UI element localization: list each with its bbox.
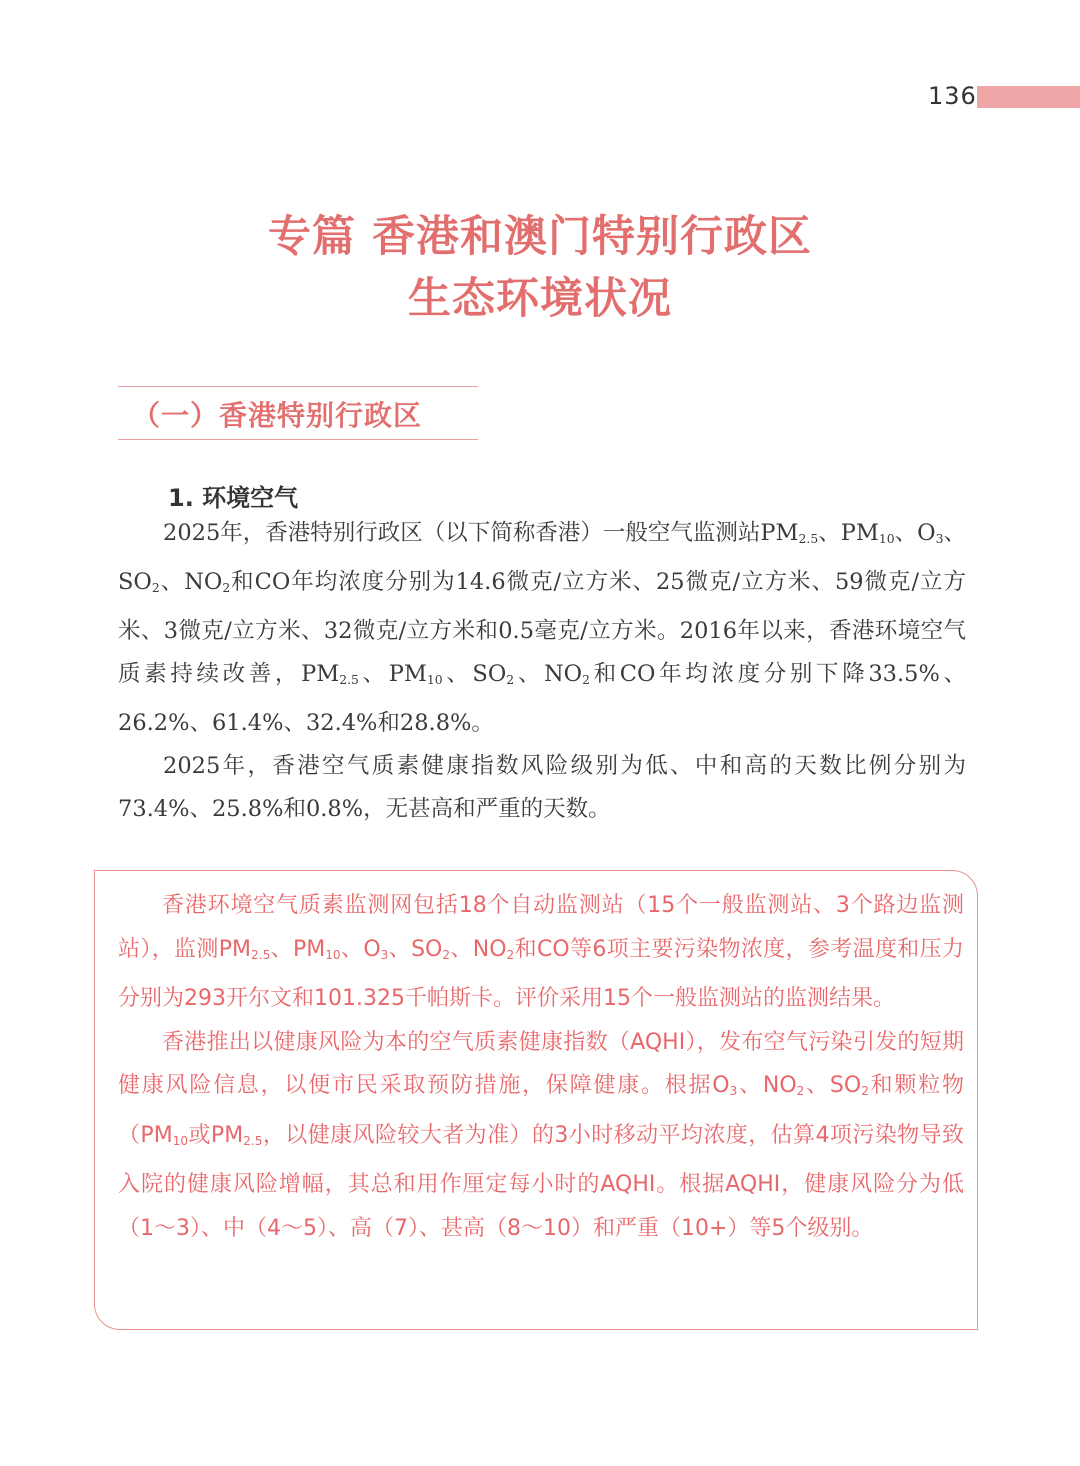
info-box-paragraph-1 <box>118 884 964 1021</box>
subscript: 3 <box>380 947 389 962</box>
text-run: ，以健康风险较大者为准）的3小时移动平均浓度，估算4项污染物导致入院的健康风险增幅，其总和用作厘定每小时的AQHI。根据AQHI，健康风险分为低（1～3）、中（4～5）、高（7）、甚高（8～10）和严重（10+）等5个级别。 <box>118 1122 965 1241</box>
text-run: 2025年，香港特别行政区（以下简称香港）一般空气监测站PM <box>163 520 799 546</box>
sub-heading: 1. 环境空气 <box>168 484 299 512</box>
text-run: 、O <box>894 520 936 546</box>
info-box-paragraph-2 <box>118 1021 964 1251</box>
subscript: 2 <box>582 673 590 688</box>
text-run: 、NO <box>737 1073 797 1099</box>
subscript: 10 <box>172 1133 189 1148</box>
page-number: 136 <box>928 82 977 110</box>
text-run: 香港环境空气质素监测网包括18个自动监测站（15个一般监测站、3个路边监测站），监测PM <box>118 893 964 962</box>
text-run: 、PM <box>270 936 326 962</box>
text-run: 或PM <box>188 1122 244 1148</box>
subscript: 3 <box>935 532 944 547</box>
subscript: 2.5 <box>243 1133 263 1148</box>
text-run: 、NO <box>159 569 223 596</box>
text-run: 和CO等6项主要污染物浓度，参考温度和压力分别为293开尔文和101.325千帕斯卡。评价采用15个一般监测站的监测结果。 <box>118 936 965 1012</box>
text-run: 香港推出以健康风险为本的空气质素健康指数（AQHI），发布空气污染引发的短期健康风险信息，以便市民采取预防措施，保障健康。根据O <box>118 1029 964 1099</box>
subscript: 2 <box>442 947 451 962</box>
section-heading: （一）香港特别行政区 <box>132 399 423 432</box>
subscript: 10 <box>325 947 341 962</box>
page-title <box>0 206 1080 330</box>
text-run: 、NO <box>514 661 583 688</box>
text-run: 、SO <box>118 520 966 596</box>
text-run: 和CO年均浓度分别下降33.5%、26.2%、61.4%、32.4%和28.8%。 <box>118 661 966 737</box>
subscript: 3 <box>729 1084 738 1099</box>
subscript: 2 <box>222 581 231 596</box>
subscript: 2 <box>151 581 160 596</box>
text-run: 、SO <box>804 1073 862 1099</box>
subscript: 2.5 <box>339 673 359 688</box>
subscript: 2 <box>506 673 515 688</box>
text-run: 和CO年均浓度分别为14.6微克/立方米、25微克/立方米、59微克/立方米、3微克/立方米、32微克/立方米和0.5毫克/立方米。2016年以来，香港环境空气质素持续改善，PM <box>118 569 966 688</box>
text-run: 、SO <box>388 936 443 962</box>
body-paragraph-1 <box>118 512 966 745</box>
subscript: 2 <box>506 947 515 962</box>
subscript: 10 <box>426 673 443 688</box>
subscript: 2.5 <box>251 947 271 962</box>
subscript: 10 <box>878 532 895 547</box>
page-title-line2: 生态环境状况 <box>408 274 672 324</box>
subscript: 2 <box>796 1084 805 1099</box>
page-tab-marker <box>977 86 1080 108</box>
subscript: 2.5 <box>798 532 819 547</box>
text-run: 、PM <box>358 661 427 688</box>
subscript: 2 <box>861 1084 869 1099</box>
text-run: 和颗粒物（PM <box>118 1073 964 1148</box>
text-run: 、O <box>340 936 381 962</box>
body-paragraph-2: 2025年，香港空气质素健康指数风险级别为低、中和高的天数比例分别为73.4%、25.8%和0.8%，无甚高和严重的天数。 <box>118 753 966 823</box>
text-run: 、SO <box>442 661 507 688</box>
text-run: 、NO <box>450 936 507 962</box>
body-text <box>118 512 966 831</box>
text-run: 、PM <box>818 520 879 546</box>
page-title-line1: 专篇 香港和澳门特别行政区 <box>268 212 812 262</box>
info-box-text <box>118 884 964 1250</box>
